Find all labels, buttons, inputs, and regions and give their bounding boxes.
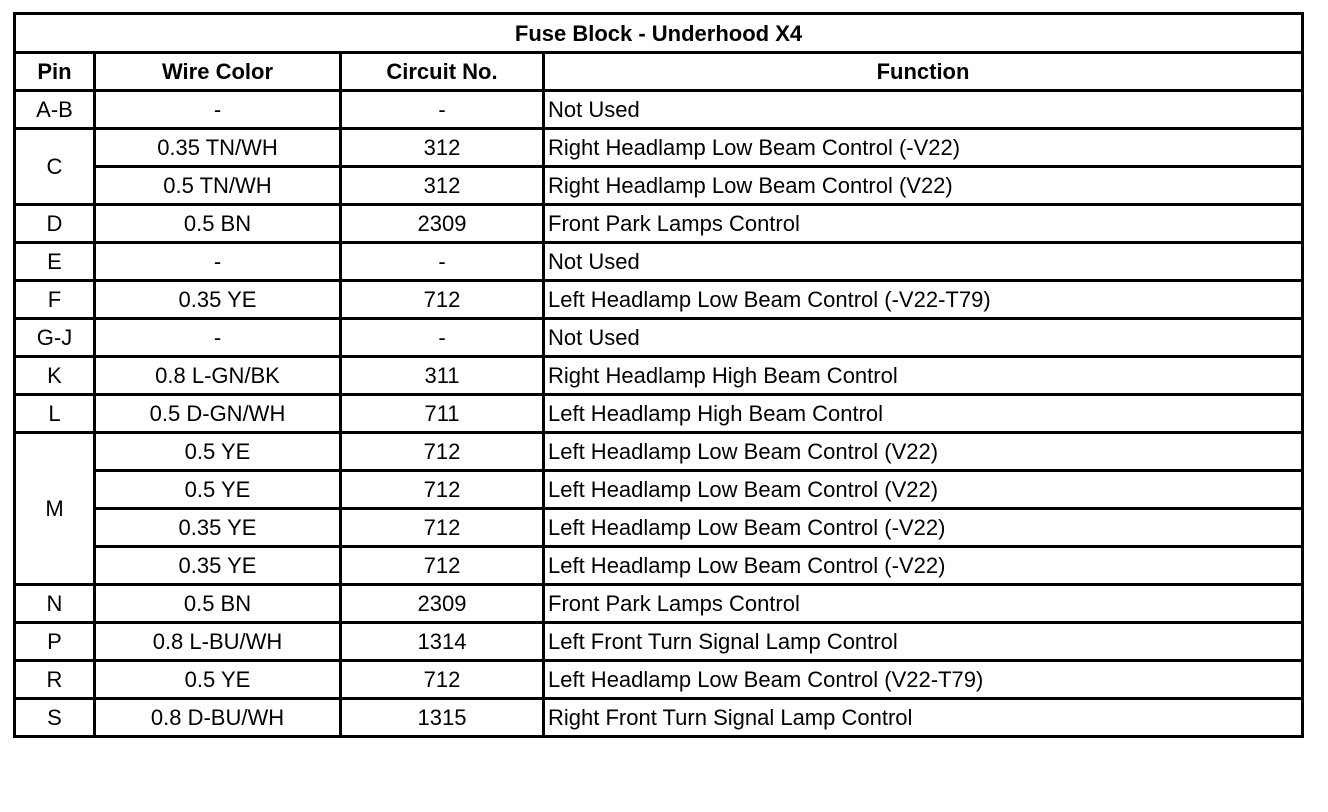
pin-cell: R: [15, 661, 95, 699]
table-title: Fuse Block - Underhood X4: [15, 14, 1303, 53]
table-row: [15, 357, 1303, 395]
header-function: Function: [544, 53, 1303, 91]
wire-color-cell: 0.5 BN: [95, 585, 341, 623]
pin-cell: K: [15, 357, 95, 395]
function-cell: Right Headlamp Low Beam Control (-V22): [544, 129, 1303, 167]
pin-cell: A-B: [15, 91, 95, 129]
function-cell: Left Headlamp Low Beam Control (V22-T79): [544, 661, 1303, 699]
circuit-no-cell: 712: [341, 509, 544, 547]
circuit-no-cell: 2309: [341, 585, 544, 623]
circuit-no-cell: 312: [341, 129, 544, 167]
table-row: [15, 243, 1303, 281]
function-cell: Left Headlamp Low Beam Control (-V22): [544, 509, 1303, 547]
table-row: [15, 281, 1303, 319]
function-cell: Right Front Turn Signal Lamp Control: [544, 699, 1303, 737]
table-row: [15, 471, 1303, 509]
table-row: [15, 585, 1303, 623]
pin-cell: N: [15, 585, 95, 623]
circuit-no-cell: 712: [341, 661, 544, 699]
circuit-no-cell: 711: [341, 395, 544, 433]
pin-cell: F: [15, 281, 95, 319]
circuit-no-cell: 712: [341, 433, 544, 471]
title-row: [15, 14, 1303, 53]
wire-color-cell: 0.8 L-BU/WH: [95, 623, 341, 661]
pin-cell: M: [15, 433, 95, 585]
header-row: [15, 53, 1303, 91]
function-cell: Not Used: [544, 319, 1303, 357]
wire-color-cell: -: [95, 91, 341, 129]
pin-cell: G-J: [15, 319, 95, 357]
table-row: [15, 395, 1303, 433]
pin-cell: D: [15, 205, 95, 243]
circuit-no-cell: 1314: [341, 623, 544, 661]
table-row: [15, 129, 1303, 167]
function-cell: Left Headlamp Low Beam Control (-V22-T79): [544, 281, 1303, 319]
pin-cell: E: [15, 243, 95, 281]
circuit-no-cell: 2309: [341, 205, 544, 243]
circuit-no-cell: 312: [341, 167, 544, 205]
header-circuit-no: Circuit No.: [341, 53, 544, 91]
table-row: [15, 661, 1303, 699]
pin-cell: C: [15, 129, 95, 205]
function-cell: Left Headlamp High Beam Control: [544, 395, 1303, 433]
wire-color-cell: 0.8 D-BU/WH: [95, 699, 341, 737]
table-row: [15, 167, 1303, 205]
pin-cell: S: [15, 699, 95, 737]
function-cell: Left Headlamp Low Beam Control (-V22): [544, 547, 1303, 585]
circuit-no-cell: 1315: [341, 699, 544, 737]
function-cell: Left Headlamp Low Beam Control (V22): [544, 471, 1303, 509]
table-row: [15, 433, 1303, 471]
table-row: [15, 205, 1303, 243]
circuit-no-cell: 712: [341, 547, 544, 585]
function-cell: Right Headlamp Low Beam Control (V22): [544, 167, 1303, 205]
function-cell: Not Used: [544, 91, 1303, 129]
pin-cell: P: [15, 623, 95, 661]
pin-cell: L: [15, 395, 95, 433]
wire-color-cell: 0.5 D-GN/WH: [95, 395, 341, 433]
wire-color-cell: 0.8 L-GN/BK: [95, 357, 341, 395]
table-row: [15, 91, 1303, 129]
header-wire-color: Wire Color: [95, 53, 341, 91]
wire-color-cell: 0.35 YE: [95, 281, 341, 319]
table-row: [15, 547, 1303, 585]
wire-color-cell: 0.5 YE: [95, 661, 341, 699]
circuit-no-cell: 712: [341, 281, 544, 319]
header-pin: Pin: [15, 53, 95, 91]
function-cell: Left Front Turn Signal Lamp Control: [544, 623, 1303, 661]
table-row: [15, 509, 1303, 547]
wire-color-cell: -: [95, 319, 341, 357]
wire-color-cell: 0.5 BN: [95, 205, 341, 243]
wire-color-cell: 0.35 YE: [95, 509, 341, 547]
function-cell: Front Park Lamps Control: [544, 585, 1303, 623]
table-row: [15, 319, 1303, 357]
table-row: [15, 699, 1303, 737]
wire-color-cell: 0.5 YE: [95, 433, 341, 471]
wire-color-cell: 0.5 YE: [95, 471, 341, 509]
function-cell: Left Headlamp Low Beam Control (V22): [544, 433, 1303, 471]
function-cell: Right Headlamp High Beam Control: [544, 357, 1303, 395]
circuit-no-cell: -: [341, 319, 544, 357]
circuit-no-cell: -: [341, 243, 544, 281]
function-cell: Not Used: [544, 243, 1303, 281]
circuit-no-cell: 311: [341, 357, 544, 395]
wire-color-cell: 0.35 YE: [95, 547, 341, 585]
circuit-no-cell: 712: [341, 471, 544, 509]
function-cell: Front Park Lamps Control: [544, 205, 1303, 243]
wire-color-cell: 0.35 TN/WH: [95, 129, 341, 167]
fuse-block-table: [13, 12, 1304, 738]
circuit-no-cell: -: [341, 91, 544, 129]
table-body: [15, 91, 1303, 737]
wire-color-cell: 0.5 TN/WH: [95, 167, 341, 205]
wire-color-cell: -: [95, 243, 341, 281]
table-row: [15, 623, 1303, 661]
